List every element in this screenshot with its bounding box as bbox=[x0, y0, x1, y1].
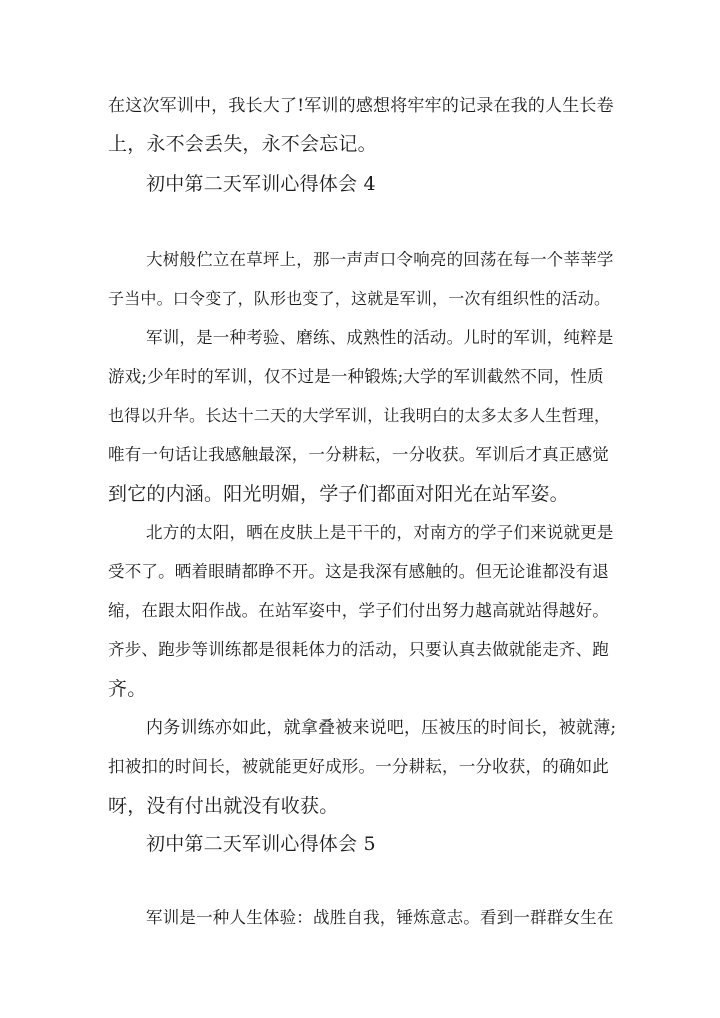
paragraph-line: 也得以升华。长达十二天的大学军训，让我明白的太多太多人生哲理， bbox=[108, 406, 611, 425]
paragraph-line: 齐。 bbox=[108, 678, 147, 700]
paragraph-line: 到它的内涵。阳光明媚，学子们都面对阳光在站军姿。 bbox=[108, 483, 569, 505]
paragraph-line: 军训，是一种考验、磨练、成熟性的活动。儿时的军训，纯粹是 bbox=[146, 328, 614, 347]
paragraph-line: 齐步、跑步等训练都是很耗体力的活动，只要认真去做就能走齐、跑 bbox=[108, 640, 609, 659]
paragraph-line: 唯有一句话让我感触最深，一分耕耘，一分收获。军训后才真正感觉 bbox=[108, 445, 609, 464]
paragraph-line: 内务训练亦如此，就拿叠被来说吧，压被压的时间长，被就薄; bbox=[146, 718, 617, 738]
paragraph-line: 子当中。口令变了，队形也变了，这就是军训，一次有组织性的活动。 bbox=[108, 289, 611, 308]
paragraph-line: 北方的太阳，晒在皮肤上是干干的，对南方的学子们来说就更是 bbox=[146, 523, 614, 542]
paragraph-line: 军训是一种人生体验：战胜自我，锤炼意志。看到一群群女生在 bbox=[146, 908, 614, 927]
paragraph-line: 上，永不会丢失，永不会忘记。 bbox=[108, 133, 377, 155]
paragraph-line: 缩，在跟太阳作战。在站军姿中，学子们付出努力越高就站得越好。 bbox=[108, 601, 609, 620]
paragraph-line: 扣被扣的时间长，被就能更好成形。一分耕耘，一分收获，的确如此 bbox=[108, 757, 609, 776]
section-heading: 初中第二天军训心得体会 4 bbox=[146, 173, 376, 195]
paragraph-line: 受不了。晒着眼睛都睁不开。这是我深有感触的。但无论谁都没有退 bbox=[108, 562, 609, 581]
paragraph-line: 呀，没有付出就没有收获。 bbox=[108, 795, 339, 817]
paragraph-line: 在这次军训中，我长大了!军训的感想将牢牢的记录在我的人生长卷 bbox=[108, 96, 614, 116]
paragraph-line: 大树般伫立在草坪上，那一声声口令响亮的回荡在每一个莘莘学 bbox=[146, 250, 614, 269]
paragraph-line: 游戏;少年时的军训，仅不过是一种锻炼;大学的军训截然不同，性质 bbox=[108, 367, 604, 386]
section-heading: 初中第二天军训心得体会 5 bbox=[146, 833, 376, 855]
